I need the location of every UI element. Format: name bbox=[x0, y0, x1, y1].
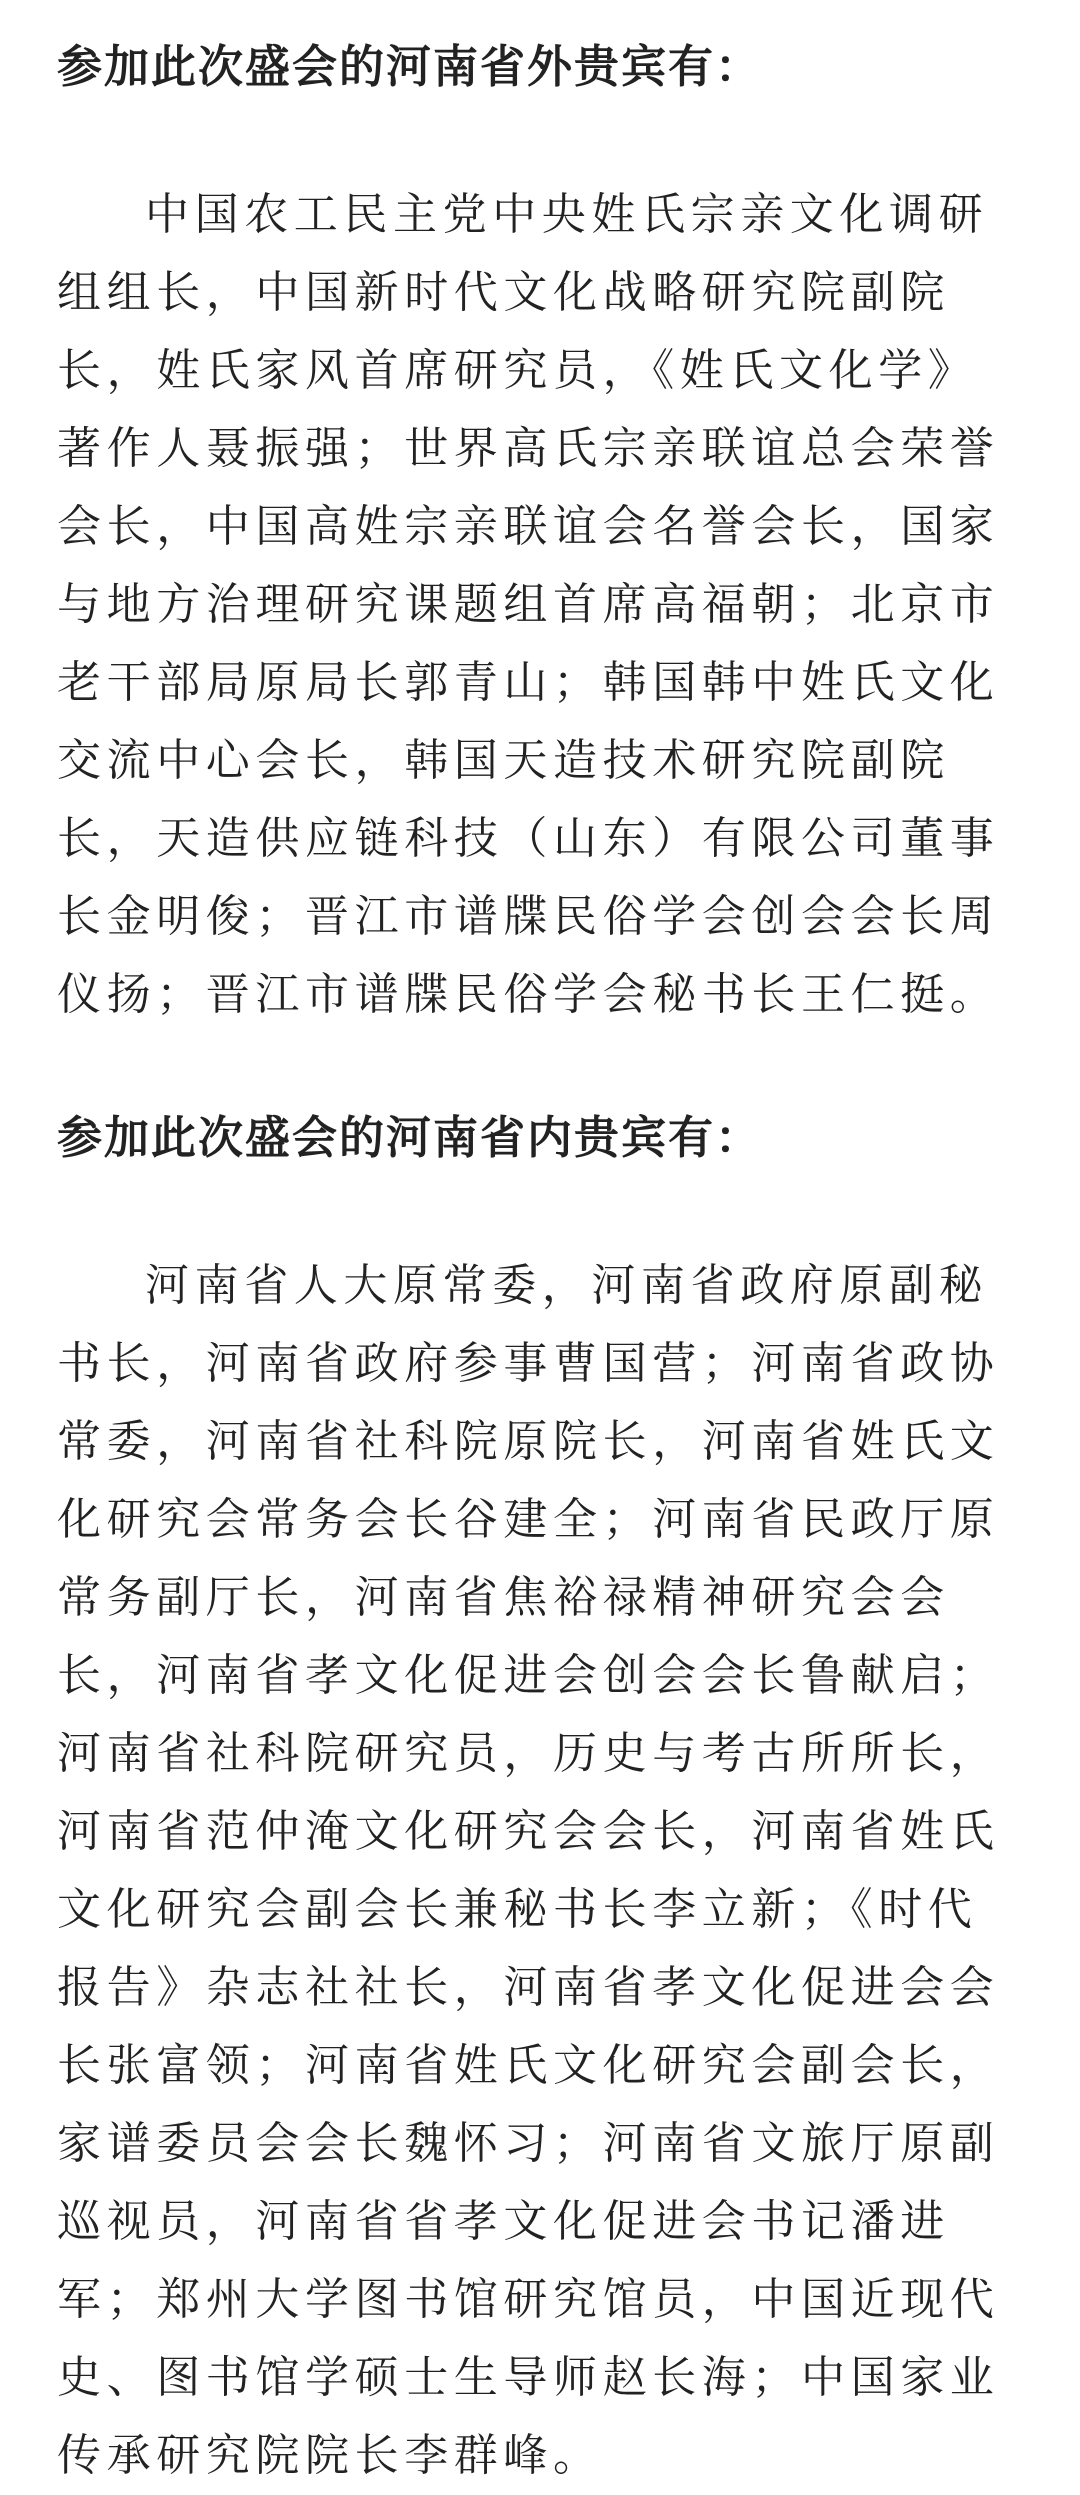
text-line: 河南省社科院研究员，历史与考古所所长， bbox=[57, 1728, 1000, 1779]
text-line: 长，河南省孝文化促进会创会会长鲁献启； bbox=[57, 1650, 1000, 1701]
text-line: 交流中心会长，韩国天造技术研究院副院 bbox=[57, 735, 950, 786]
text-line: 会长，中国高姓宗亲联谊会名誉会长，国家 bbox=[57, 501, 1000, 552]
text-line: 中国农工民主党中央姓氏宗亲文化调研 bbox=[145, 189, 989, 240]
text-line: 巡视员，河南省省孝文化促进会书记潘进 bbox=[57, 2196, 950, 2247]
text-line: 常委，河南省社科院原院长，河南省姓氏文 bbox=[57, 1416, 1000, 1467]
text-line: 家谱委员会会长魏怀习；河南省文旅厅原副 bbox=[57, 2118, 1000, 2169]
text-line: 书长，河南省政府参事曹国营；河南省政协 bbox=[57, 1338, 1000, 1389]
text-line: 仪扬；晋江市谱牒民俗学会秘书长王仁挺。 bbox=[57, 969, 1000, 1020]
text-line: 组组长，中国新时代文化战略研究院副院 bbox=[57, 267, 950, 318]
text-line: 化研究会常务会长谷建全；河南省民政厅原 bbox=[57, 1494, 1000, 1545]
text-line: 长金明俊；晋江市谱牒民俗学会创会会长周 bbox=[57, 891, 1000, 942]
paragraph-local-guests bbox=[57, 1247, 1037, 2495]
text-line: 军；郑州大学图书馆研究馆员，中国近现代 bbox=[57, 2274, 1000, 2325]
text-line: 与地方治理研究课题组首席高福朝；北京市 bbox=[57, 579, 1000, 630]
text-line: 长，姓氏家风首席研究员，《姓氏文化学》 bbox=[57, 345, 978, 396]
text-line: 老干部局原局长郭青山；韩国韩中姓氏文化 bbox=[57, 657, 1000, 708]
text-line: 报告》杂志社社长，河南省孝文化促进会会 bbox=[57, 1962, 1000, 2013]
text-line: 著作人聂振强；世界高氏宗亲联谊总会荣誉 bbox=[57, 423, 1000, 474]
text-line: 文化研究会副会长兼秘书长李立新；《时代 bbox=[57, 1884, 978, 1935]
text-line: 史、图书馆学硕士生导师赵长海；中国家业 bbox=[57, 2352, 1000, 2403]
section-heading-outside-guests: 参加此次盛会的河南省外贵宾有： bbox=[57, 40, 763, 93]
text-line: 河南省范仲淹文化研究会会长，河南省姓氏 bbox=[57, 1806, 1000, 1857]
section-heading-local-guests: 参加此次盛会的河南省内贵宾有： bbox=[57, 1111, 763, 1164]
text-line: 长张富领；河南省姓氏文化研究会副会长， bbox=[57, 2040, 1000, 2091]
text-line: 河南省人大原常委，河南省政府原副秘 bbox=[145, 1260, 989, 1311]
paragraph-outside-guests bbox=[57, 176, 1037, 1034]
text-line: 常务副厅长，河南省焦裕禄精神研究会会 bbox=[57, 1572, 950, 1623]
text-line: 传承研究院院长李群峰。 bbox=[57, 2430, 603, 2481]
text-line: 长，天造供应链科技（山东）有限公司董事 bbox=[57, 813, 1000, 864]
